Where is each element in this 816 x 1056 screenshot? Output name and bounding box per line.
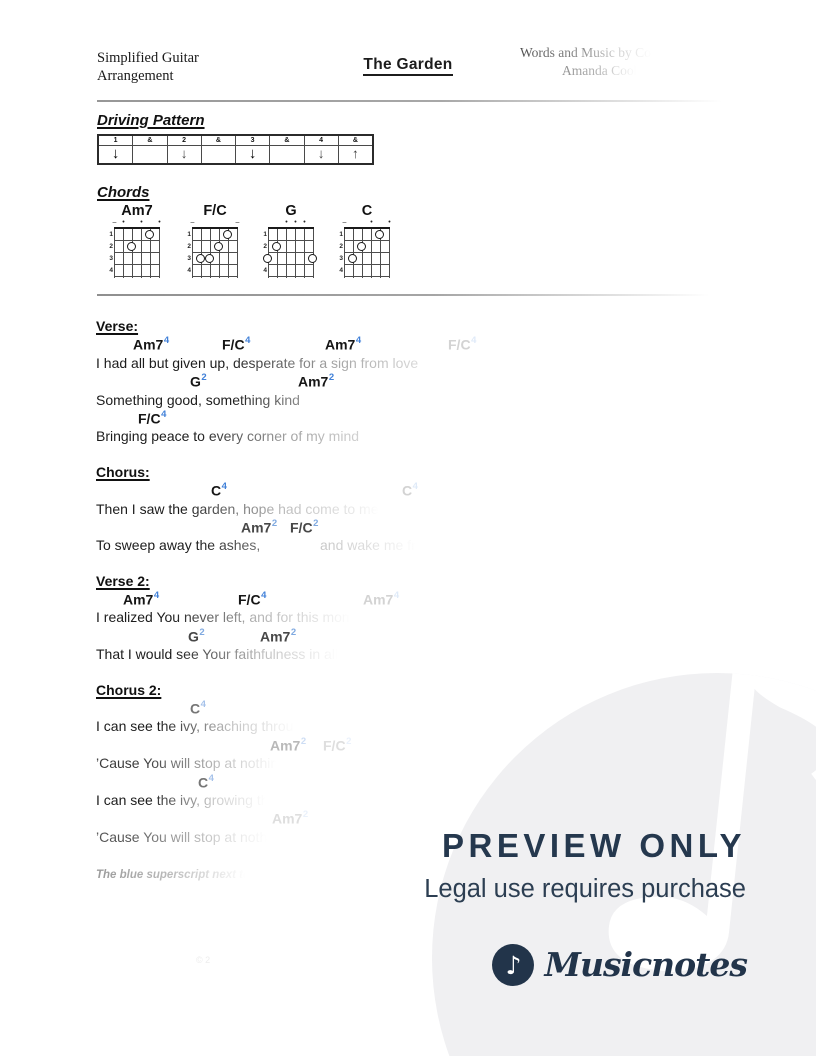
finger-dot (348, 254, 357, 263)
finger-dot (145, 230, 154, 239)
lyric-text: ’Cause You will stop at nothing (96, 755, 286, 772)
lyric-line (96, 792, 696, 810)
fret-number: 2 (187, 243, 191, 250)
fret-number: 2 (339, 243, 343, 250)
chord-symbol: $Am7^4$ (363, 590, 400, 608)
lyric-line (96, 537, 696, 555)
lyric-line (96, 718, 696, 736)
fret-number: 3 (339, 255, 343, 262)
eighth-note-icon (492, 944, 534, 986)
strum-cell (339, 136, 372, 163)
chord-symbol: $F/C^2$ (323, 735, 352, 754)
lyric-line (96, 646, 696, 664)
down-accent-arrow-icon (236, 146, 269, 163)
empty-cell (133, 146, 166, 163)
finger-dot (375, 230, 384, 239)
chord-symbol: $G^2$ (190, 372, 207, 390)
section-chorus (96, 464, 696, 556)
fret-number: 1 (339, 231, 343, 238)
lyric-line (96, 755, 696, 773)
chord-symbol: $G^2$ (188, 626, 205, 645)
footnote-text: The blue superscript next to ea (96, 869, 266, 881)
chord-line (96, 774, 696, 792)
fret-number: 4 (109, 267, 113, 274)
lyric-line (96, 355, 696, 373)
chord-line (96, 628, 696, 646)
chord-diagram-F-C (185, 203, 245, 278)
strum-cell (236, 136, 270, 163)
lyric-text: I realized You never left, and for this mome (96, 609, 362, 626)
fretboard-grid (187, 219, 240, 278)
fretboard-grid (263, 219, 314, 278)
beat-label: 4 (305, 136, 338, 146)
lyric-text: ’Cause You will stop at noth (96, 828, 268, 845)
chord-symbol: $F/C^2$ (290, 517, 319, 536)
chord-symbol: $Am7^4$ (325, 335, 362, 354)
open-string-marker: • (140, 219, 143, 226)
title-wrap (0, 56, 816, 74)
fret-number: 4 (263, 267, 267, 274)
chord-symbol: $C^4$ (198, 772, 214, 791)
finger-dot (308, 254, 317, 263)
fret-number: 3 (187, 255, 191, 262)
lyric-line (96, 609, 696, 627)
strum-cell (270, 136, 304, 163)
chord-symbol: $C^4$ (211, 481, 227, 499)
muted-string-marker: – (342, 219, 347, 226)
chord-symbol: $Am7^2$ (260, 626, 297, 645)
musicnotes-logo (492, 944, 747, 986)
chord-diagram-name: C (361, 203, 373, 219)
lyric-text: Then I saw the garden, hope had come to me (96, 500, 379, 517)
chord-line (96, 810, 696, 828)
section-heading: Verse: (96, 318, 139, 334)
chords-divider (97, 294, 709, 296)
chord-line (96, 519, 696, 537)
chord-line (96, 591, 696, 609)
strum-pattern-table (97, 134, 374, 165)
lyric-line (96, 428, 696, 446)
chord-diagram-name: Am7 (121, 203, 153, 219)
open-string-marker: • (388, 219, 391, 226)
finger-dot (196, 254, 205, 263)
fret-number: 4 (339, 267, 343, 274)
beat-label: & (339, 136, 372, 146)
strum-cell (99, 136, 133, 163)
chord-line (96, 737, 696, 755)
fret-number: 3 (109, 255, 113, 262)
chord-symbol: $F/C^4$ (138, 408, 167, 427)
copyright-fragment: © 2 (196, 955, 211, 965)
chord-line (96, 410, 696, 428)
lyric-text: I can see the ivy, reaching throug (96, 718, 302, 735)
open-string-marker: • (294, 219, 297, 226)
arrangement-label: Simplified Guitar Arrangement (97, 50, 199, 84)
open-string-marker: • (158, 219, 161, 226)
preview-only-label: PREVIEW ONLY (442, 827, 746, 864)
open-string-marker: • (285, 219, 288, 226)
chord-diagram-G (261, 203, 321, 278)
fret-number: 2 (109, 243, 113, 250)
chord-symbol: $F/C^4$ (222, 335, 251, 354)
section-heading: Verse 2: (96, 572, 150, 589)
chord-symbol: $C^4$ (402, 481, 418, 499)
lyric-text: Something good, something kind (96, 391, 300, 408)
empty-cell (270, 146, 303, 163)
chords-block (97, 184, 517, 281)
beat-label: & (133, 136, 166, 146)
down-accent-arrow-icon (99, 146, 132, 163)
driving-pattern-block (97, 112, 374, 165)
chords-heading: Chords (97, 184, 150, 201)
chord-line (96, 336, 696, 354)
chord-symbol: $Am7^2$ (298, 372, 335, 390)
strum-cell (202, 136, 236, 163)
empty-cell (202, 146, 235, 163)
legal-use-label: Legal use requires purchase (424, 875, 746, 903)
credits-line1: Words and Music by Co (520, 45, 651, 60)
section-heading: Chorus: (96, 463, 150, 480)
fret-number: 1 (263, 231, 267, 238)
finger-dot (272, 242, 281, 251)
lyric-line (96, 501, 696, 519)
beat-label: & (202, 136, 235, 146)
lyric-tail: and wake me fr (320, 537, 416, 554)
driving-pattern-heading: Driving Pattern (97, 112, 205, 129)
chord-diagram-name: G (285, 203, 297, 219)
beat-label: 1 (99, 136, 132, 146)
song-body (96, 318, 696, 864)
header-divider (97, 100, 722, 102)
credits (520, 44, 651, 80)
down-arrow-icon (305, 146, 338, 163)
chord-line (96, 373, 696, 391)
chord-symbol: $C^4$ (190, 699, 206, 717)
finger-dot (357, 242, 366, 251)
beat-label: 3 (236, 136, 269, 146)
lyric-text: I can see the ivy, growing thro (96, 791, 281, 808)
beat-label: & (270, 136, 303, 146)
finger-dot (127, 242, 136, 251)
finger-dot (263, 254, 272, 263)
lyric-text: I had all but given up, desperate for a sign from love (96, 354, 419, 371)
up-arrow-icon (339, 146, 372, 163)
muted-string-marker: – (235, 219, 240, 226)
fret-number: 1 (109, 231, 113, 238)
fret-number: 4 (187, 267, 191, 274)
muted-string-marker: – (112, 219, 117, 226)
muted-string-marker: – (190, 219, 195, 226)
chord-symbol: $F/C^4$ (448, 335, 477, 354)
open-string-marker: • (370, 219, 373, 226)
fretboard-grid (109, 219, 161, 278)
section-heading: Chorus 2: (96, 681, 162, 698)
brand-name: Musicnotes (544, 945, 747, 984)
chord-diagram-C (337, 203, 397, 278)
chord-diagram-row (97, 203, 517, 281)
section-verse (96, 318, 696, 447)
open-string-marker: • (122, 219, 125, 226)
credits-line2: Amanda Cook, (562, 63, 644, 78)
footnote (96, 869, 266, 881)
finger-dot (214, 242, 223, 251)
finger-dot (223, 230, 232, 239)
strum-cell (168, 136, 202, 163)
chord-diagram-Am7 (107, 203, 167, 278)
page-title: The Garden (363, 56, 452, 76)
lyric-text: That I would see Your faithfulness in all (96, 646, 339, 663)
chord-symbol: $Am7^4$ (133, 335, 170, 354)
chord-symbol: $F/C^4$ (238, 590, 267, 608)
chord-symbol: $Am7^2$ (272, 809, 309, 828)
chord-symbol: $Am7^2$ (270, 735, 307, 754)
chord-diagram-name: F/C (203, 203, 227, 219)
chord-symbol: $Am7^2$ (241, 517, 278, 536)
lyric-text: Bringing peace to every corner of my mind (96, 428, 360, 445)
chord-line (96, 700, 696, 718)
fret-number: 1 (187, 231, 191, 238)
chord-line (96, 482, 696, 500)
fretboard-grid (339, 219, 391, 278)
down-arrow-icon (168, 146, 201, 163)
strum-cell (305, 136, 339, 163)
open-string-marker: • (303, 219, 306, 226)
beat-label: 2 (168, 136, 201, 146)
strum-cell (133, 136, 167, 163)
lyric-line (96, 392, 696, 410)
lyric-text: To sweep away the ashes, (96, 537, 261, 554)
section-chorus-2 (96, 682, 696, 848)
fret-number: 2 (263, 243, 267, 250)
finger-dot (205, 254, 214, 263)
chord-symbol: $Am7^4$ (123, 590, 160, 608)
section-verse-2 (96, 573, 696, 665)
